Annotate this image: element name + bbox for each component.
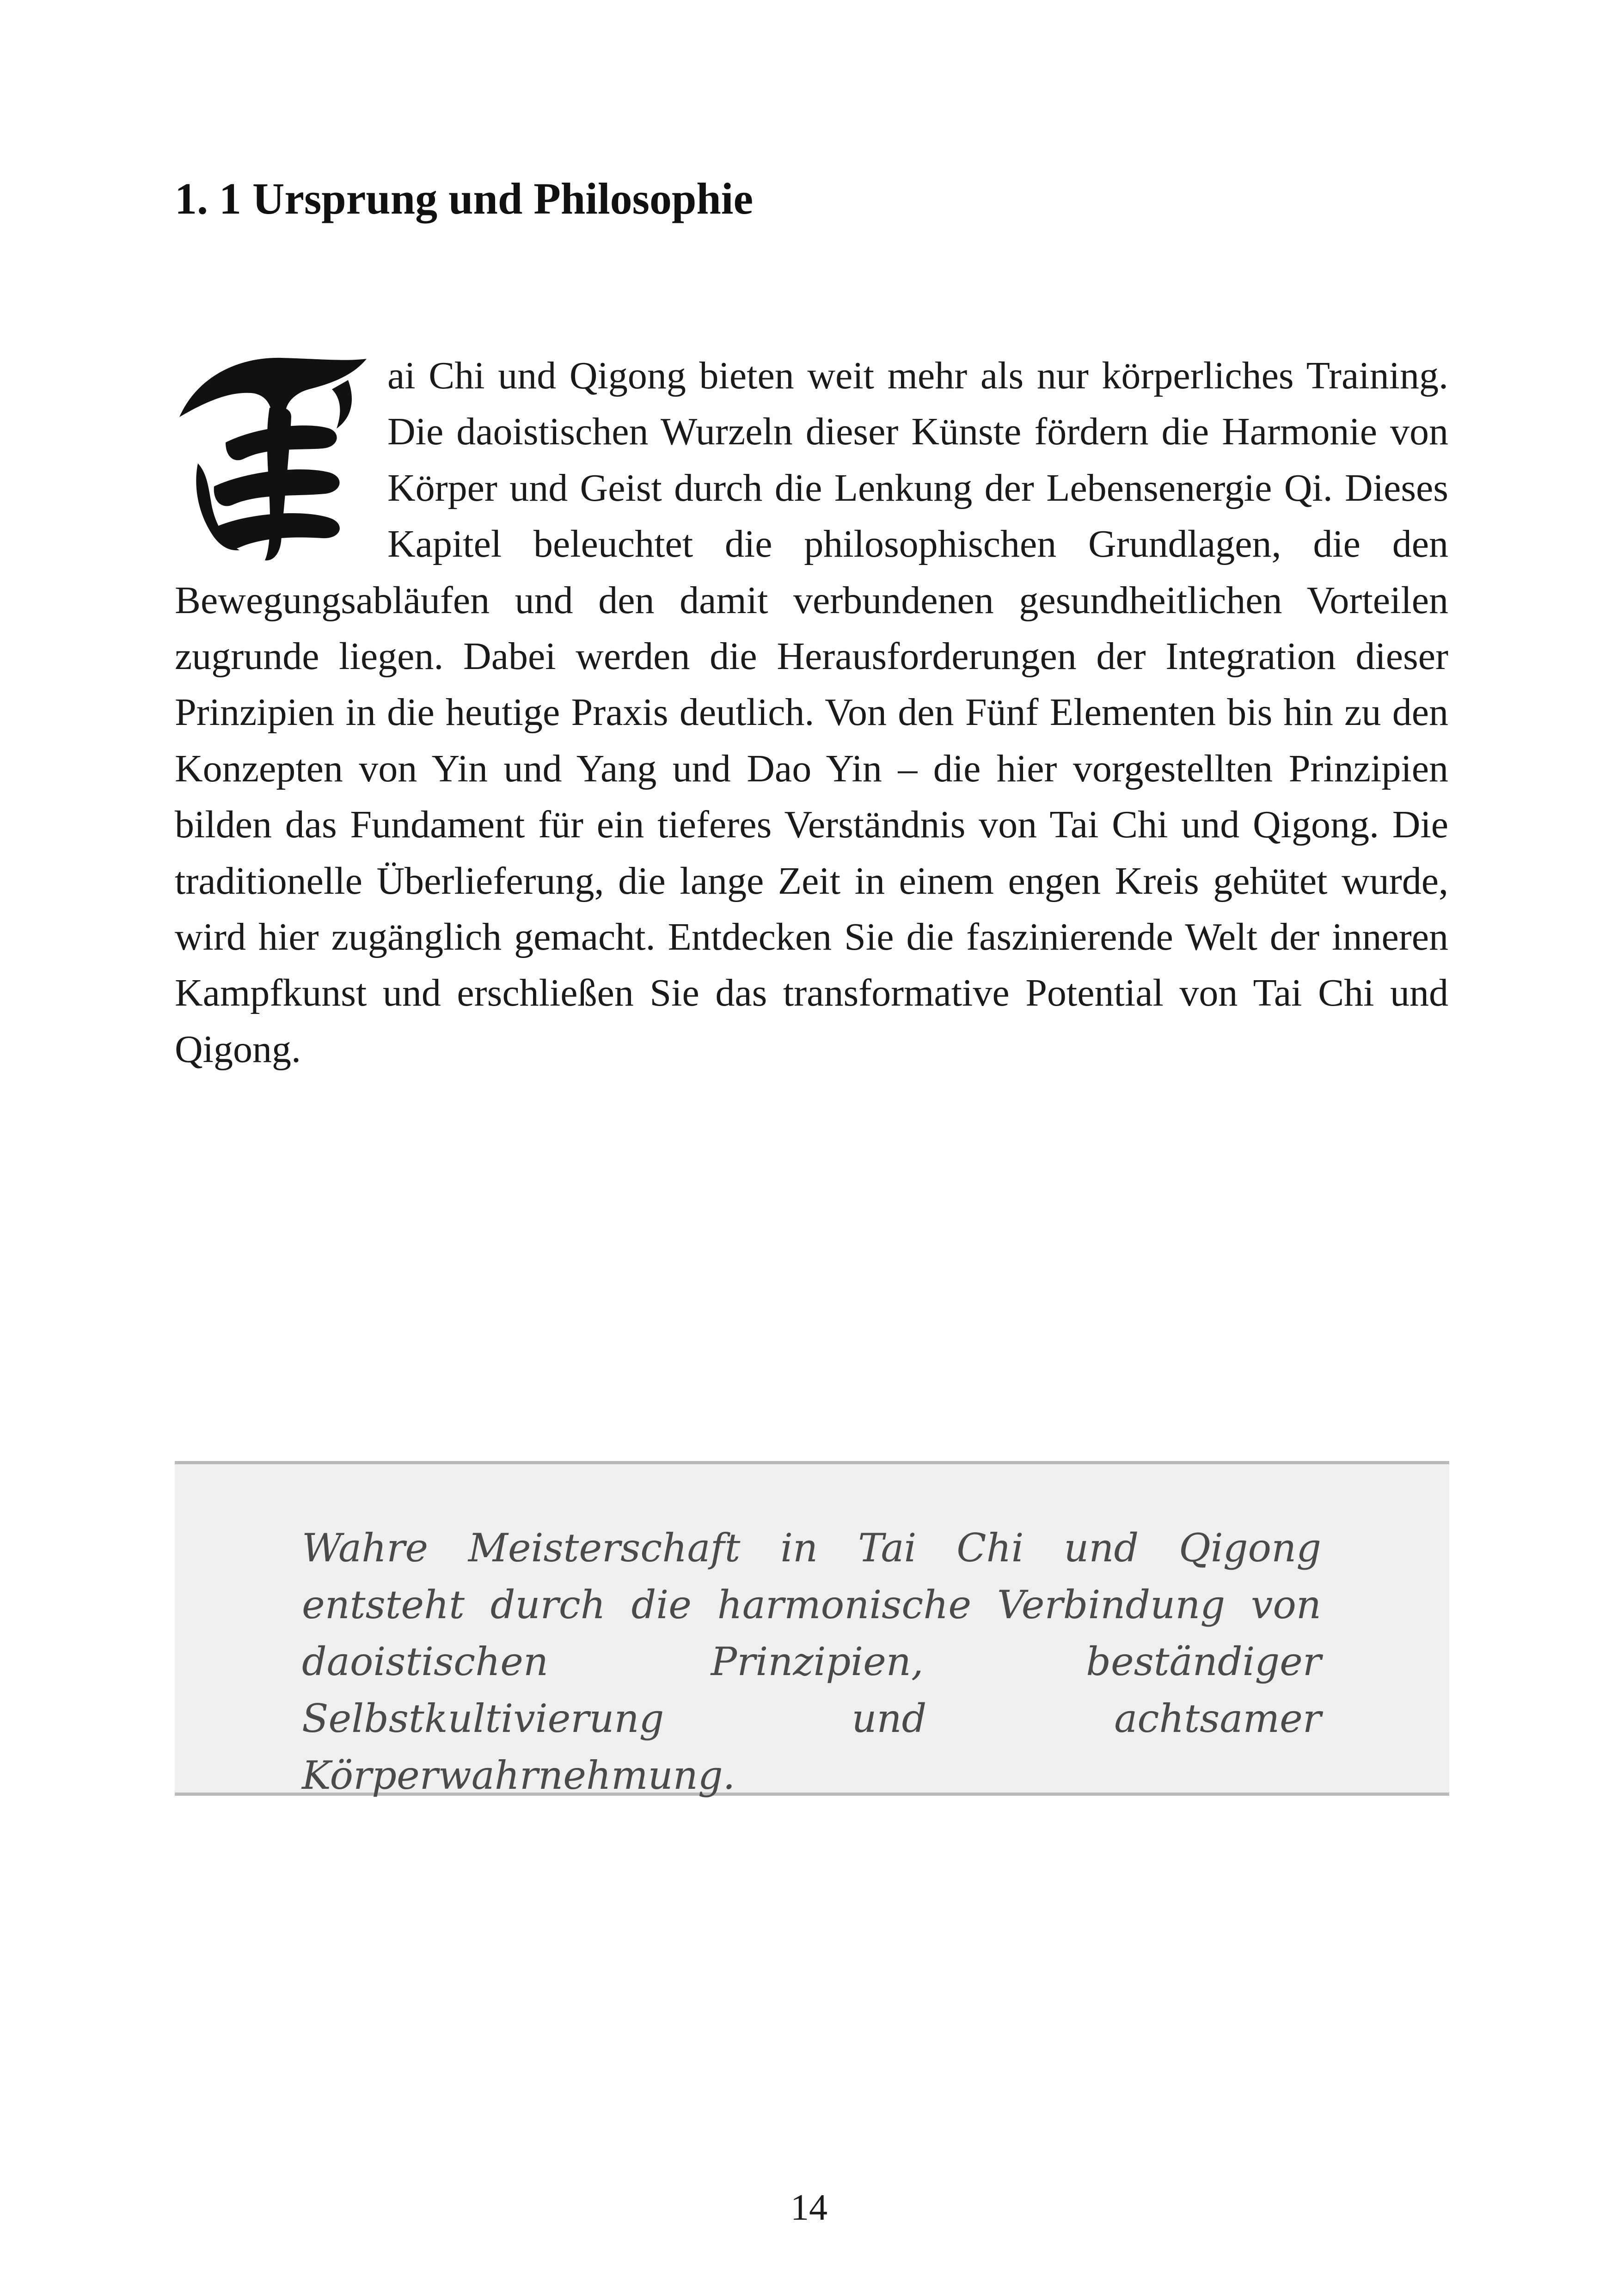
intro-text: ai Chi und Qigong bieten weit mehr als nur körperliches Training. Die daoistischen Wurzeln dieser Künste fördern die Harmonie von Körper und Geist durch die Lenkung der Lebensenergie Qi. Dieses Kapitel beleuchtet die philosophischen Grundlagen, die den Bewegungsabläufen und den damit verbundenen gesundheitlichen Vorteilen zugrunde liegen. Dabei werden die Herausforderungen der Integration dieser Prinzipien in die heutige Praxis deutlich. Von den Fünf Elementen bis hin zu den Konzepten von Yin und Yang und Dao Yin – die hier vorgestellten Prinzipien bilden das Fundament für ein tieferes Verständnis von Tai Chi und Qigong. Die traditionelle Überlieferung, die lange Zeit in einem engen Kreis gehütet wurde, wird hier zugänglich gemacht. Entdecken Sie die faszinierende Welt der inneren Kampfkunst und erschließen Sie das transformative Potential von Tai Chi und Qigong. [175,354,1448,1071]
section-heading: 1. 1 Ursprung und Philosophie [175,174,754,223]
intro-paragraph [175,348,1448,1077]
quote-box [175,1461,1449,1796]
decorative-brush-letter-icon [170,348,374,565]
quote-text: Wahre Meisterschaft in Tai Chi und Qigong entsteht durch die harmonische Verbindung von daoistischen Prinzipien, beständiger Selbstkultivierung und achtsamer Körperwahrnehmung. [302,1525,1321,1798]
page-number: 14 [791,2187,827,2228]
dropcap-letter-t [170,348,374,565]
